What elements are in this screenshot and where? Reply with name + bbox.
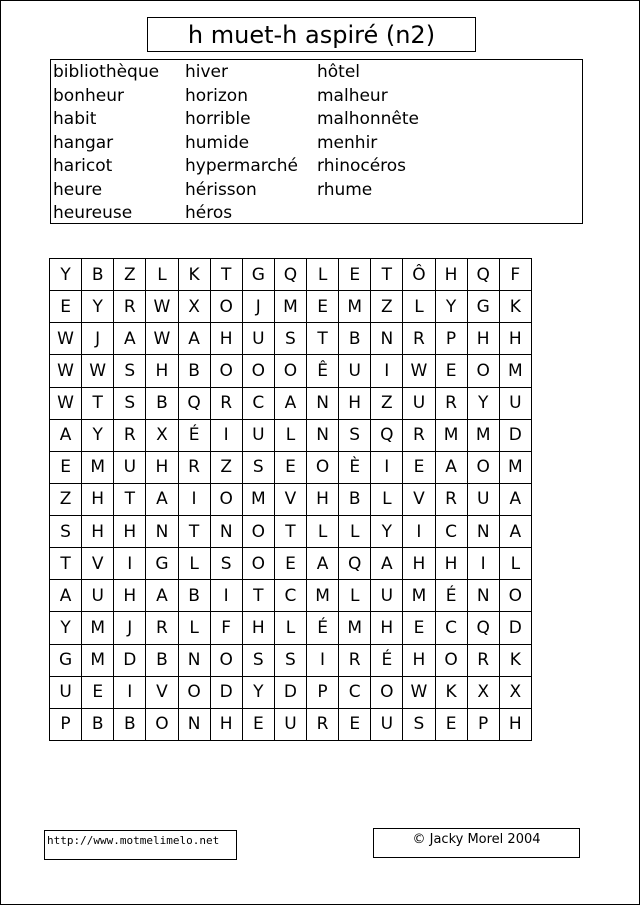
grid-cell[interactable]: H: [403, 644, 435, 676]
word-list: [50, 59, 583, 224]
grid-cell[interactable]: R: [307, 708, 339, 740]
grid-cell[interactable]: V: [274, 483, 306, 515]
grid-cell[interactable]: Q: [467, 612, 499, 644]
grid-cell[interactable]: Ô: [403, 259, 435, 291]
grid-cell[interactable]: S: [274, 644, 306, 676]
word-list-column-3: [317, 61, 419, 202]
word-list-item: héros: [185, 203, 233, 223]
grid-cell[interactable]: B: [82, 259, 114, 291]
grid-cell[interactable]: C: [274, 580, 306, 612]
grid-cell[interactable]: H: [210, 708, 242, 740]
grid-cell[interactable]: U: [82, 580, 114, 612]
grid-cell[interactable]: M: [499, 355, 531, 387]
grid-cell[interactable]: T: [50, 548, 82, 580]
grid-cell[interactable]: N: [146, 516, 178, 548]
word-list-item: hiver: [185, 62, 229, 82]
grid-cell[interactable]: U: [403, 387, 435, 419]
grid-cell[interactable]: Q: [371, 419, 403, 451]
grid-cell[interactable]: W: [403, 676, 435, 708]
grid-cell[interactable]: O: [307, 451, 339, 483]
word-list-item: menhir: [317, 132, 378, 153]
grid-cell[interactable]: W: [50, 355, 82, 387]
grid-cell[interactable]: W: [146, 291, 178, 323]
grid-cell[interactable]: A: [50, 580, 82, 612]
grid-cell[interactable]: L: [307, 516, 339, 548]
grid-cell[interactable]: Z: [371, 291, 403, 323]
grid-cell[interactable]: U: [242, 323, 274, 355]
grid-cell[interactable]: U: [274, 708, 306, 740]
grid-cell[interactable]: I: [114, 548, 146, 580]
grid-cell[interactable]: H: [146, 355, 178, 387]
grid-cell[interactable]: O: [467, 451, 499, 483]
grid-cell[interactable]: É: [307, 612, 339, 644]
grid-cell[interactable]: Y: [82, 291, 114, 323]
grid-cell[interactable]: W: [50, 387, 82, 419]
grid-cell[interactable]: H: [146, 451, 178, 483]
grid-cell[interactable]: N: [178, 644, 210, 676]
grid-cell[interactable]: W: [146, 323, 178, 355]
grid-cell[interactable]: S: [403, 708, 435, 740]
grid-row: [50, 676, 532, 708]
grid-cell[interactable]: S: [242, 451, 274, 483]
grid-cell[interactable]: Q: [339, 548, 371, 580]
grid-cell[interactable]: T: [210, 259, 242, 291]
grid-row: [50, 580, 532, 612]
grid-cell[interactable]: E: [50, 451, 82, 483]
footer-copyright-box: [373, 828, 580, 858]
grid-cell[interactable]: P: [467, 708, 499, 740]
grid-cell[interactable]: E: [435, 355, 467, 387]
grid-row: [50, 612, 532, 644]
grid-cell[interactable]: R: [339, 644, 371, 676]
word-list-column-1: [53, 61, 159, 226]
grid-row: [50, 548, 532, 580]
grid-cell[interactable]: J: [82, 323, 114, 355]
word-list-item: hangar: [53, 132, 114, 153]
grid-cell[interactable]: U: [339, 355, 371, 387]
grid-cell[interactable]: Y: [50, 612, 82, 644]
grid-cell[interactable]: V: [82, 548, 114, 580]
grid-cell[interactable]: N: [178, 708, 210, 740]
grid-cell[interactable]: L: [403, 291, 435, 323]
grid-cell[interactable]: E: [307, 291, 339, 323]
grid-cell[interactable]: I: [307, 644, 339, 676]
grid-cell[interactable]: H: [242, 612, 274, 644]
grid-cell[interactable]: U: [371, 708, 403, 740]
grid-cell[interactable]: H: [210, 323, 242, 355]
grid-cell[interactable]: P: [50, 708, 82, 740]
word-list-item: rhinocéros: [317, 156, 407, 176]
grid-cell[interactable]: L: [499, 548, 531, 580]
grid-cell[interactable]: U: [114, 451, 146, 483]
grid-cell[interactable]: Y: [371, 516, 403, 548]
puzzle-title: [147, 17, 476, 52]
grid-cell[interactable]: I: [371, 451, 403, 483]
grid-row: [50, 291, 532, 323]
grid-cell[interactable]: Q: [467, 259, 499, 291]
footer-copyright: © Jacky Morel 2004: [412, 832, 541, 847]
grid-cell[interactable]: X: [178, 291, 210, 323]
grid-cell[interactable]: Y: [82, 419, 114, 451]
grid-cell[interactable]: C: [435, 516, 467, 548]
grid-cell[interactable]: D: [499, 612, 531, 644]
grid-cell[interactable]: W: [50, 323, 82, 355]
grid-cell[interactable]: M: [467, 419, 499, 451]
grid-cell[interactable]: R: [435, 387, 467, 419]
grid-cell[interactable]: L: [146, 259, 178, 291]
grid-row: [50, 516, 532, 548]
grid-cell[interactable]: E: [435, 708, 467, 740]
grid-cell[interactable]: V: [146, 676, 178, 708]
grid-cell[interactable]: H: [82, 483, 114, 515]
grid-cell[interactable]: H: [435, 259, 467, 291]
grid-cell[interactable]: B: [178, 355, 210, 387]
grid-cell[interactable]: Q: [178, 387, 210, 419]
grid-cell[interactable]: D: [499, 419, 531, 451]
grid-cell[interactable]: Z: [50, 483, 82, 515]
grid-cell[interactable]: K: [499, 291, 531, 323]
grid-cell[interactable]: T: [82, 387, 114, 419]
grid-cell[interactable]: R: [403, 419, 435, 451]
grid-cell[interactable]: M: [274, 291, 306, 323]
grid-cell[interactable]: X: [467, 676, 499, 708]
grid-cell[interactable]: O: [499, 580, 531, 612]
grid-cell[interactable]: M: [82, 451, 114, 483]
grid-cell[interactable]: H: [467, 323, 499, 355]
grid-cell[interactable]: H: [307, 483, 339, 515]
grid-cell[interactable]: A: [178, 323, 210, 355]
grid-cell[interactable]: G: [242, 259, 274, 291]
grid-cell[interactable]: K: [435, 676, 467, 708]
grid-cell[interactable]: H: [371, 612, 403, 644]
grid-cell[interactable]: D: [210, 676, 242, 708]
grid-cell[interactable]: R: [114, 419, 146, 451]
grid-cell[interactable]: M: [339, 612, 371, 644]
word-list-item: heureuse: [53, 203, 133, 223]
grid-cell[interactable]: D: [274, 676, 306, 708]
grid-cell[interactable]: K: [178, 259, 210, 291]
grid-cell[interactable]: L: [371, 483, 403, 515]
word-list-item: rhume: [317, 179, 373, 200]
grid-cell[interactable]: S: [242, 644, 274, 676]
grid-cell[interactable]: H: [499, 708, 531, 740]
grid-cell[interactable]: C: [242, 387, 274, 419]
grid-cell[interactable]: J: [242, 291, 274, 323]
grid-cell[interactable]: P: [435, 323, 467, 355]
grid-cell[interactable]: A: [146, 483, 178, 515]
grid-cell[interactable]: L: [274, 612, 306, 644]
grid-cell[interactable]: Z: [114, 259, 146, 291]
grid-cell[interactable]: R: [114, 291, 146, 323]
grid-cell[interactable]: É: [435, 580, 467, 612]
grid-cell[interactable]: U: [50, 676, 82, 708]
grid-cell[interactable]: S: [114, 387, 146, 419]
grid-cell[interactable]: X: [146, 419, 178, 451]
grid-cell[interactable]: L: [339, 516, 371, 548]
grid-cell[interactable]: T: [242, 580, 274, 612]
grid-cell[interactable]: O: [242, 548, 274, 580]
grid-cell[interactable]: E: [274, 451, 306, 483]
footer-url[interactable]: http://www.motmelimelo.net: [47, 834, 220, 847]
grid-cell[interactable]: O: [210, 483, 242, 515]
grid-cell[interactable]: O: [242, 355, 274, 387]
word-list-column-2: [185, 61, 298, 226]
grid-cell[interactable]: N: [210, 516, 242, 548]
grid-cell[interactable]: I: [210, 419, 242, 451]
grid-cell[interactable]: O: [371, 676, 403, 708]
grid-cell[interactable]: C: [339, 676, 371, 708]
word-list-item: habit: [53, 109, 97, 129]
grid-cell[interactable]: N: [307, 419, 339, 451]
grid-cell[interactable]: A: [499, 516, 531, 548]
word-list-item: bibliothèque: [53, 62, 160, 82]
grid-cell[interactable]: T: [371, 259, 403, 291]
grid-cell[interactable]: L: [178, 612, 210, 644]
grid-cell[interactable]: U: [371, 580, 403, 612]
grid-cell[interactable]: E: [339, 708, 371, 740]
grid-cell[interactable]: I: [114, 676, 146, 708]
grid-cell[interactable]: O: [467, 355, 499, 387]
grid-row: [50, 708, 532, 740]
grid-cell[interactable]: B: [146, 387, 178, 419]
grid-cell[interactable]: E: [339, 259, 371, 291]
grid-cell[interactable]: D: [114, 644, 146, 676]
grid-cell[interactable]: S: [210, 548, 242, 580]
grid-cell[interactable]: E: [50, 291, 82, 323]
grid-cell[interactable]: W: [82, 355, 114, 387]
grid-cell[interactable]: E: [274, 548, 306, 580]
grid-cell[interactable]: Z: [210, 451, 242, 483]
grid-cell[interactable]: M: [435, 419, 467, 451]
grid-cell[interactable]: Z: [371, 387, 403, 419]
grid-cell[interactable]: O: [210, 291, 242, 323]
grid-cell[interactable]: U: [499, 387, 531, 419]
grid-cell[interactable]: E: [82, 676, 114, 708]
grid-cell[interactable]: R: [403, 323, 435, 355]
grid-row: [50, 259, 532, 291]
grid-cell[interactable]: L: [178, 548, 210, 580]
grid-cell[interactable]: G: [467, 291, 499, 323]
word-list-item: hôtel: [317, 62, 361, 82]
grid-cell[interactable]: S: [339, 419, 371, 451]
grid-cell[interactable]: A: [146, 580, 178, 612]
grid-cell[interactable]: L: [307, 259, 339, 291]
grid-cell[interactable]: Ê: [307, 355, 339, 387]
word-list-item: horizon: [185, 85, 248, 106]
word-list-item: malhonnête: [317, 109, 420, 129]
grid-cell[interactable]: M: [307, 580, 339, 612]
grid-cell[interactable]: M: [82, 612, 114, 644]
grid-cell[interactable]: A: [371, 548, 403, 580]
word-list-item: hérisson: [185, 179, 257, 200]
grid-cell[interactable]: O: [146, 708, 178, 740]
grid-cell[interactable]: F: [499, 259, 531, 291]
grid-cell[interactable]: B: [339, 483, 371, 515]
grid-cell[interactable]: R: [435, 483, 467, 515]
grid-cell[interactable]: M: [403, 580, 435, 612]
grid-cell[interactable]: O: [274, 355, 306, 387]
grid-cell[interactable]: M: [82, 644, 114, 676]
grid-cell[interactable]: B: [146, 644, 178, 676]
grid-cell[interactable]: A: [435, 451, 467, 483]
grid-cell[interactable]: B: [114, 708, 146, 740]
word-list-item: haricot: [53, 156, 113, 176]
grid-cell[interactable]: C: [435, 612, 467, 644]
grid-cell[interactable]: M: [339, 291, 371, 323]
grid-cell[interactable]: U: [242, 419, 274, 451]
grid-cell[interactable]: R: [210, 387, 242, 419]
footer-url-box: [44, 830, 237, 860]
word-list-item: humide: [185, 132, 250, 153]
grid-cell[interactable]: B: [339, 323, 371, 355]
word-list-item: hypermarché: [185, 156, 298, 176]
grid-cell[interactable]: I: [178, 483, 210, 515]
grid-cell[interactable]: V: [403, 483, 435, 515]
grid-cell[interactable]: O: [435, 644, 467, 676]
grid-row: [50, 451, 532, 483]
word-list-item: bonheur: [53, 85, 124, 106]
grid-cell[interactable]: É: [371, 644, 403, 676]
grid-cell[interactable]: O: [210, 355, 242, 387]
grid-cell[interactable]: O: [242, 516, 274, 548]
grid-cell[interactable]: A: [114, 323, 146, 355]
grid-row: [50, 323, 532, 355]
grid-cell[interactable]: A: [307, 548, 339, 580]
grid-cell[interactable]: H: [403, 548, 435, 580]
grid-cell[interactable]: H: [499, 323, 531, 355]
grid-cell[interactable]: T: [307, 323, 339, 355]
grid-cell[interactable]: Y: [435, 291, 467, 323]
grid-cell[interactable]: Y: [467, 387, 499, 419]
grid-cell[interactable]: Y: [50, 259, 82, 291]
grid-cell[interactable]: E: [403, 612, 435, 644]
grid-cell[interactable]: F: [210, 612, 242, 644]
grid-cell[interactable]: É: [178, 419, 210, 451]
grid-cell[interactable]: P: [307, 676, 339, 708]
grid-cell[interactable]: H: [435, 548, 467, 580]
grid-cell[interactable]: G: [146, 548, 178, 580]
grid-cell[interactable]: S: [114, 355, 146, 387]
grid-cell[interactable]: G: [50, 644, 82, 676]
grid-cell[interactable]: I: [467, 548, 499, 580]
grid-cell[interactable]: R: [467, 644, 499, 676]
grid-cell[interactable]: H: [114, 516, 146, 548]
grid-cell[interactable]: O: [178, 676, 210, 708]
grid-cell[interactable]: L: [274, 419, 306, 451]
grid-cell[interactable]: I: [210, 580, 242, 612]
grid-cell[interactable]: N: [307, 387, 339, 419]
grid-cell[interactable]: S: [274, 323, 306, 355]
grid-cell[interactable]: A: [499, 483, 531, 515]
grid-cell[interactable]: M: [499, 451, 531, 483]
grid-row: [50, 387, 532, 419]
grid-cell[interactable]: J: [114, 612, 146, 644]
grid-cell[interactable]: Q: [274, 259, 306, 291]
grid-cell[interactable]: N: [467, 580, 499, 612]
grid-cell[interactable]: R: [178, 451, 210, 483]
grid-cell[interactable]: I: [371, 355, 403, 387]
grid-cell[interactable]: H: [339, 387, 371, 419]
grid-cell[interactable]: E: [403, 451, 435, 483]
word-list-item: heure: [53, 179, 103, 200]
grid-cell[interactable]: N: [371, 323, 403, 355]
letter-grid: [49, 258, 532, 741]
grid-cell[interactable]: T: [114, 483, 146, 515]
grid-row: [50, 355, 532, 387]
grid-cell[interactable]: I: [403, 516, 435, 548]
grid-row: [50, 419, 532, 451]
grid-cell[interactable]: U: [467, 483, 499, 515]
grid-cell[interactable]: K: [499, 644, 531, 676]
grid-cell[interactable]: A: [274, 387, 306, 419]
grid-cell[interactable]: T: [274, 516, 306, 548]
grid-cell[interactable]: T: [178, 516, 210, 548]
grid-cell[interactable]: S: [50, 516, 82, 548]
grid-cell[interactable]: B: [178, 580, 210, 612]
puzzle-title-text: h muet-h aspiré (n2): [187, 20, 436, 49]
grid-cell[interactable]: M: [242, 483, 274, 515]
grid-cell[interactable]: A: [50, 419, 82, 451]
grid-cell[interactable]: O: [210, 644, 242, 676]
grid-cell[interactable]: H: [114, 580, 146, 612]
grid-cell[interactable]: H: [82, 516, 114, 548]
grid-cell[interactable]: N: [467, 516, 499, 548]
grid-row: [50, 483, 532, 515]
grid-cell[interactable]: R: [146, 612, 178, 644]
grid-cell[interactable]: W: [403, 355, 435, 387]
grid-cell[interactable]: È: [339, 451, 371, 483]
grid-cell[interactable]: Y: [242, 676, 274, 708]
word-list-item: horrible: [185, 109, 251, 129]
grid-cell[interactable]: L: [339, 580, 371, 612]
grid-cell[interactable]: X: [499, 676, 531, 708]
grid-row: [50, 644, 532, 676]
grid-cell[interactable]: B: [82, 708, 114, 740]
grid-cell[interactable]: E: [242, 708, 274, 740]
word-list-item: malheur: [317, 85, 388, 106]
